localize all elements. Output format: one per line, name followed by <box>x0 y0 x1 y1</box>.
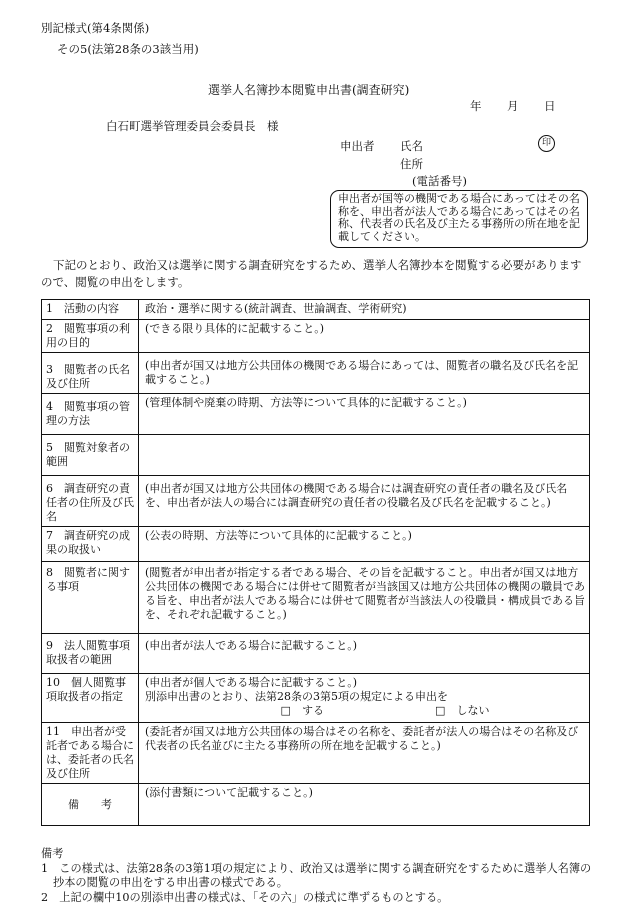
row-label: 10 個人閲覧事項取扱者の指定 <box>42 674 139 723</box>
applicant-address-label: 住所 <box>400 157 423 171</box>
table-row <box>42 353 590 394</box>
addressee: 白石町選挙管理委員会委員長 様 <box>106 119 279 133</box>
row-note[interactable] <box>139 435 590 476</box>
applicant-name-label: 氏名 <box>400 139 423 153</box>
form-subtitle: その5(法第28条の3該当用) <box>57 42 199 56</box>
row-note[interactable]: (管理体制や廃棄の時期、方法等について具体的に記載すること。) <box>139 394 590 435</box>
row-note: (申出者が個人である場合に記載すること。) <box>145 676 358 689</box>
choice-group <box>145 704 585 718</box>
document-title: 選挙人名簿抄本閲覧申出書(調査研究) <box>208 83 410 97</box>
row-note[interactable]: (委託者が国又は地方公共団体の場合はその名称を、委託者が法人の場合はその名称及び代表者の氏名並びに主たる事務所の所在地を記載すること。) <box>139 723 590 784</box>
remarks-title: 備考 <box>41 847 64 860</box>
form-table <box>41 299 590 826</box>
row-label: 6 調査研究の責任者の住所及び氏名 <box>42 476 139 527</box>
row-note[interactable]: (申出者が国又は地方公共団体の機関である場合にあっては、閲覧者の職名及び氏名を記載すること。) <box>139 353 590 394</box>
remarks-item: 2 上記の欄中10の別添申出書の様式は、「その六」の様式に準ずるものとする。 <box>41 890 449 904</box>
table-row <box>42 527 590 562</box>
applicant-phone-label: (電話番号) <box>412 174 467 188</box>
row-label: 4 閲覧事項の管理の方法 <box>42 394 139 435</box>
table-row <box>42 562 590 634</box>
date-month: 月 <box>507 99 519 113</box>
row-label: 5 閲覧対象者の範囲 <box>42 435 139 476</box>
table-row <box>42 476 590 527</box>
row-note[interactable]: (できる限り具体的に記載すること。) <box>139 320 590 353</box>
row-label: 11 申出者が受託者である場合には、委託者の氏名及び住所 <box>42 723 139 784</box>
seal-mark <box>538 135 555 152</box>
choice-yes-checkbox[interactable]: □ する <box>280 704 324 717</box>
table-row <box>42 674 590 723</box>
applicant-label: 申出者 <box>340 139 375 153</box>
row-note[interactable]: (閲覧者が申出者が指定する者である場合、その旨を記載すること。申出者が国又は地方公共団体の機関である場合には併せて閲覧者が当該国又は地方公共団体の機関の職員である旨を、申出者が法人である場合には併せて閲覧者が当該法人の役職員・構成員である旨を、それぞれ記載すること。) <box>139 562 590 634</box>
bracket-note: 申出者が国等の機関である場合にあってはその名称を、申出者が法人である場合にあってはその名称、代表者の氏名及び主たる事務所の所在地を記載してください。 <box>338 192 580 243</box>
row-cell <box>139 674 590 723</box>
row-label: 9 法人閲覧事項取扱者の範囲 <box>42 634 139 674</box>
intro-text: 下記のとおり、政治又は選挙に関する調査研究をするため、選挙人名簿抄本を閲覧する必要がありますので、閲覧の申出をします。 <box>41 258 582 289</box>
remarks-item: 1 この様式は、法第28条の3第1項の規定により、政治又は選挙に関する調査研究をするために選挙人名簿の抄本の閲覧の申出をする申出書の様式である。 <box>41 861 592 889</box>
table-row <box>42 634 590 674</box>
row-label: 備 考 <box>42 784 139 826</box>
row-label: 8 閲覧者に関する事項 <box>42 562 139 634</box>
row-note-2: 別添申出書のとおり、法第28条の3第5項の規定による申出を <box>145 690 448 703</box>
row-note[interactable]: (申出者が国又は地方公共団体の機関である場合には調査研究の責任者の職名及び氏名を、申出者が法人の場合には調査研究の責任者の役職名及び氏名を記載すること。) <box>139 476 590 527</box>
row-note[interactable]: (添付書類について記載すること。) <box>139 784 590 826</box>
table-row <box>42 394 590 435</box>
choice-no-checkbox[interactable]: □ しない <box>435 704 490 717</box>
table-row <box>42 784 590 826</box>
row-label: 7 調査研究の成果の取扱い <box>42 527 139 562</box>
row-note[interactable]: (申出者が法人である場合に記載すること。) <box>139 634 590 674</box>
row-note[interactable]: 政治・選挙に関する(統計調査、世論調査、学術研究) <box>139 300 590 320</box>
row-note[interactable]: (公表の時期、方法等について具体的に記載すること。) <box>139 527 590 562</box>
date-year: 年 <box>470 99 482 113</box>
seal-text: 印 <box>541 138 551 148</box>
remarks <box>41 847 601 905</box>
table-row <box>42 435 590 476</box>
table-row <box>42 723 590 784</box>
table-row <box>42 320 590 353</box>
row-label: 3 閲覧者の氏名及び住所 <box>42 353 139 394</box>
table-row <box>42 300 590 320</box>
row-label: 1 活動の内容 <box>42 300 139 320</box>
row-label: 2 閲覧事項の利用の目的 <box>42 320 139 353</box>
date-day: 日 <box>544 99 556 113</box>
form-reference: 別記様式(第4条関係) <box>41 21 150 35</box>
